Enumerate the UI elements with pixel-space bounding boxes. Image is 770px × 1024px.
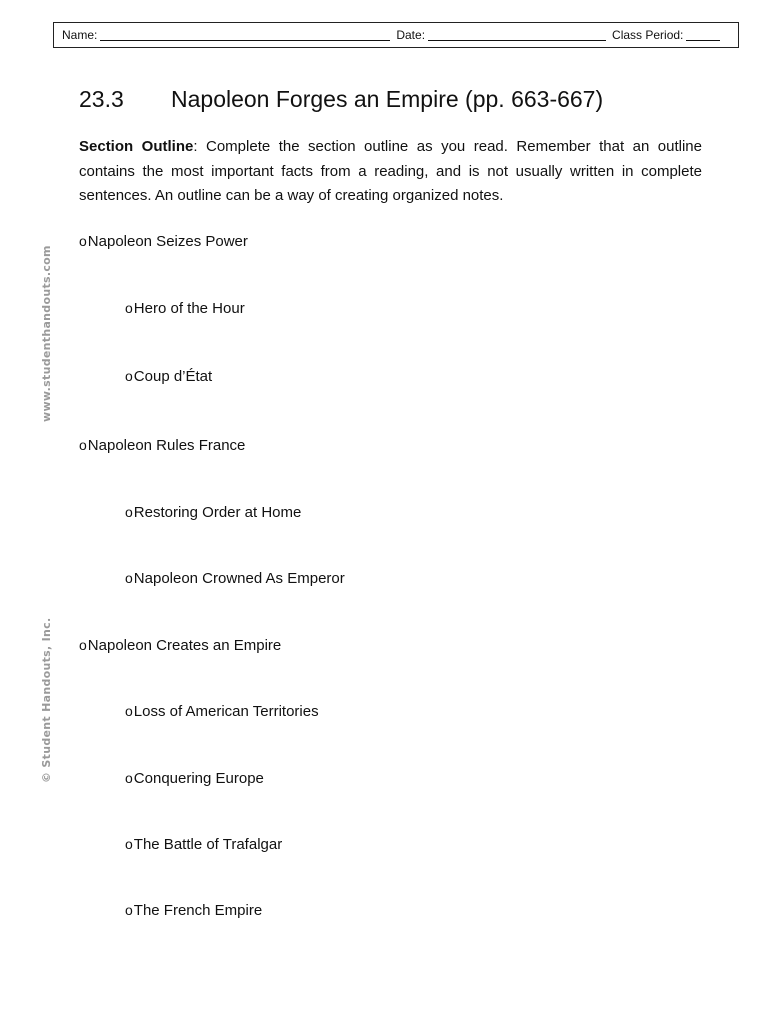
section-title: Napoleon Forges an Empire (pp. 663-667) xyxy=(171,86,604,112)
bullet-icon: o xyxy=(79,233,87,249)
topic-label: Napoleon Seizes Power xyxy=(87,233,248,250)
outline-subtopic xyxy=(125,703,319,720)
outline-subtopic xyxy=(125,836,282,853)
outline-subtopic xyxy=(125,300,245,317)
subtopic-label: Coup d’État xyxy=(133,368,213,385)
name-label: Name: xyxy=(62,28,98,42)
subtopic-label: The Battle of Trafalgar xyxy=(133,836,283,853)
outline-subtopic xyxy=(125,570,345,587)
website-watermark: www.studenthandouts.com xyxy=(40,245,53,422)
subtopic-label: Loss of American Territories xyxy=(133,703,319,720)
section-outline-instructions xyxy=(79,135,702,209)
outline-subtopic xyxy=(125,504,301,521)
date-blank[interactable] xyxy=(428,30,606,41)
copyright-watermark: © Student Handouts, Inc. xyxy=(40,617,53,783)
bullet-icon: o xyxy=(125,836,133,852)
subtopic-label: The French Empire xyxy=(133,902,263,919)
class-period-blank[interactable] xyxy=(686,30,720,41)
bullet-icon: o xyxy=(125,504,133,520)
subtopic-label: Hero of the Hour xyxy=(133,300,245,317)
instructions-text: : Complete the section outline as you read. Remember that an outline contains the most important facts from a reading, and is not usually written in complete sentences. An outline can be a way of creating organized notes. xyxy=(79,138,702,204)
outline-topic xyxy=(79,437,245,454)
outline-topic xyxy=(79,637,281,654)
bullet-icon: o xyxy=(125,570,133,586)
page-title xyxy=(79,86,603,113)
subtopic-label: Conquering Europe xyxy=(133,770,264,787)
bullet-icon: o xyxy=(125,368,133,384)
topic-label: Napoleon Rules France xyxy=(87,437,246,454)
outline-subtopic xyxy=(125,770,264,787)
bullet-icon: o xyxy=(79,437,87,453)
outline-subtopic xyxy=(125,368,212,385)
bullet-icon: o xyxy=(125,902,133,918)
bullet-icon: o xyxy=(125,300,133,316)
bullet-icon: o xyxy=(79,637,87,653)
section-number: 23.3 xyxy=(79,86,124,112)
bullet-icon: o xyxy=(125,703,133,719)
subtopic-label: Restoring Order at Home xyxy=(133,504,302,521)
class-period-label: Class Period: xyxy=(612,28,684,42)
outline-topic xyxy=(79,233,248,250)
instructions-label: Section Outline xyxy=(79,138,194,155)
student-info-header xyxy=(53,22,739,48)
topic-label: Napoleon Creates an Empire xyxy=(87,637,282,654)
name-blank[interactable] xyxy=(100,30,390,41)
date-label: Date: xyxy=(396,28,426,42)
outline-subtopic xyxy=(125,902,262,919)
subtopic-label: Napoleon Crowned As Emperor xyxy=(133,570,345,587)
bullet-icon: o xyxy=(125,770,133,786)
